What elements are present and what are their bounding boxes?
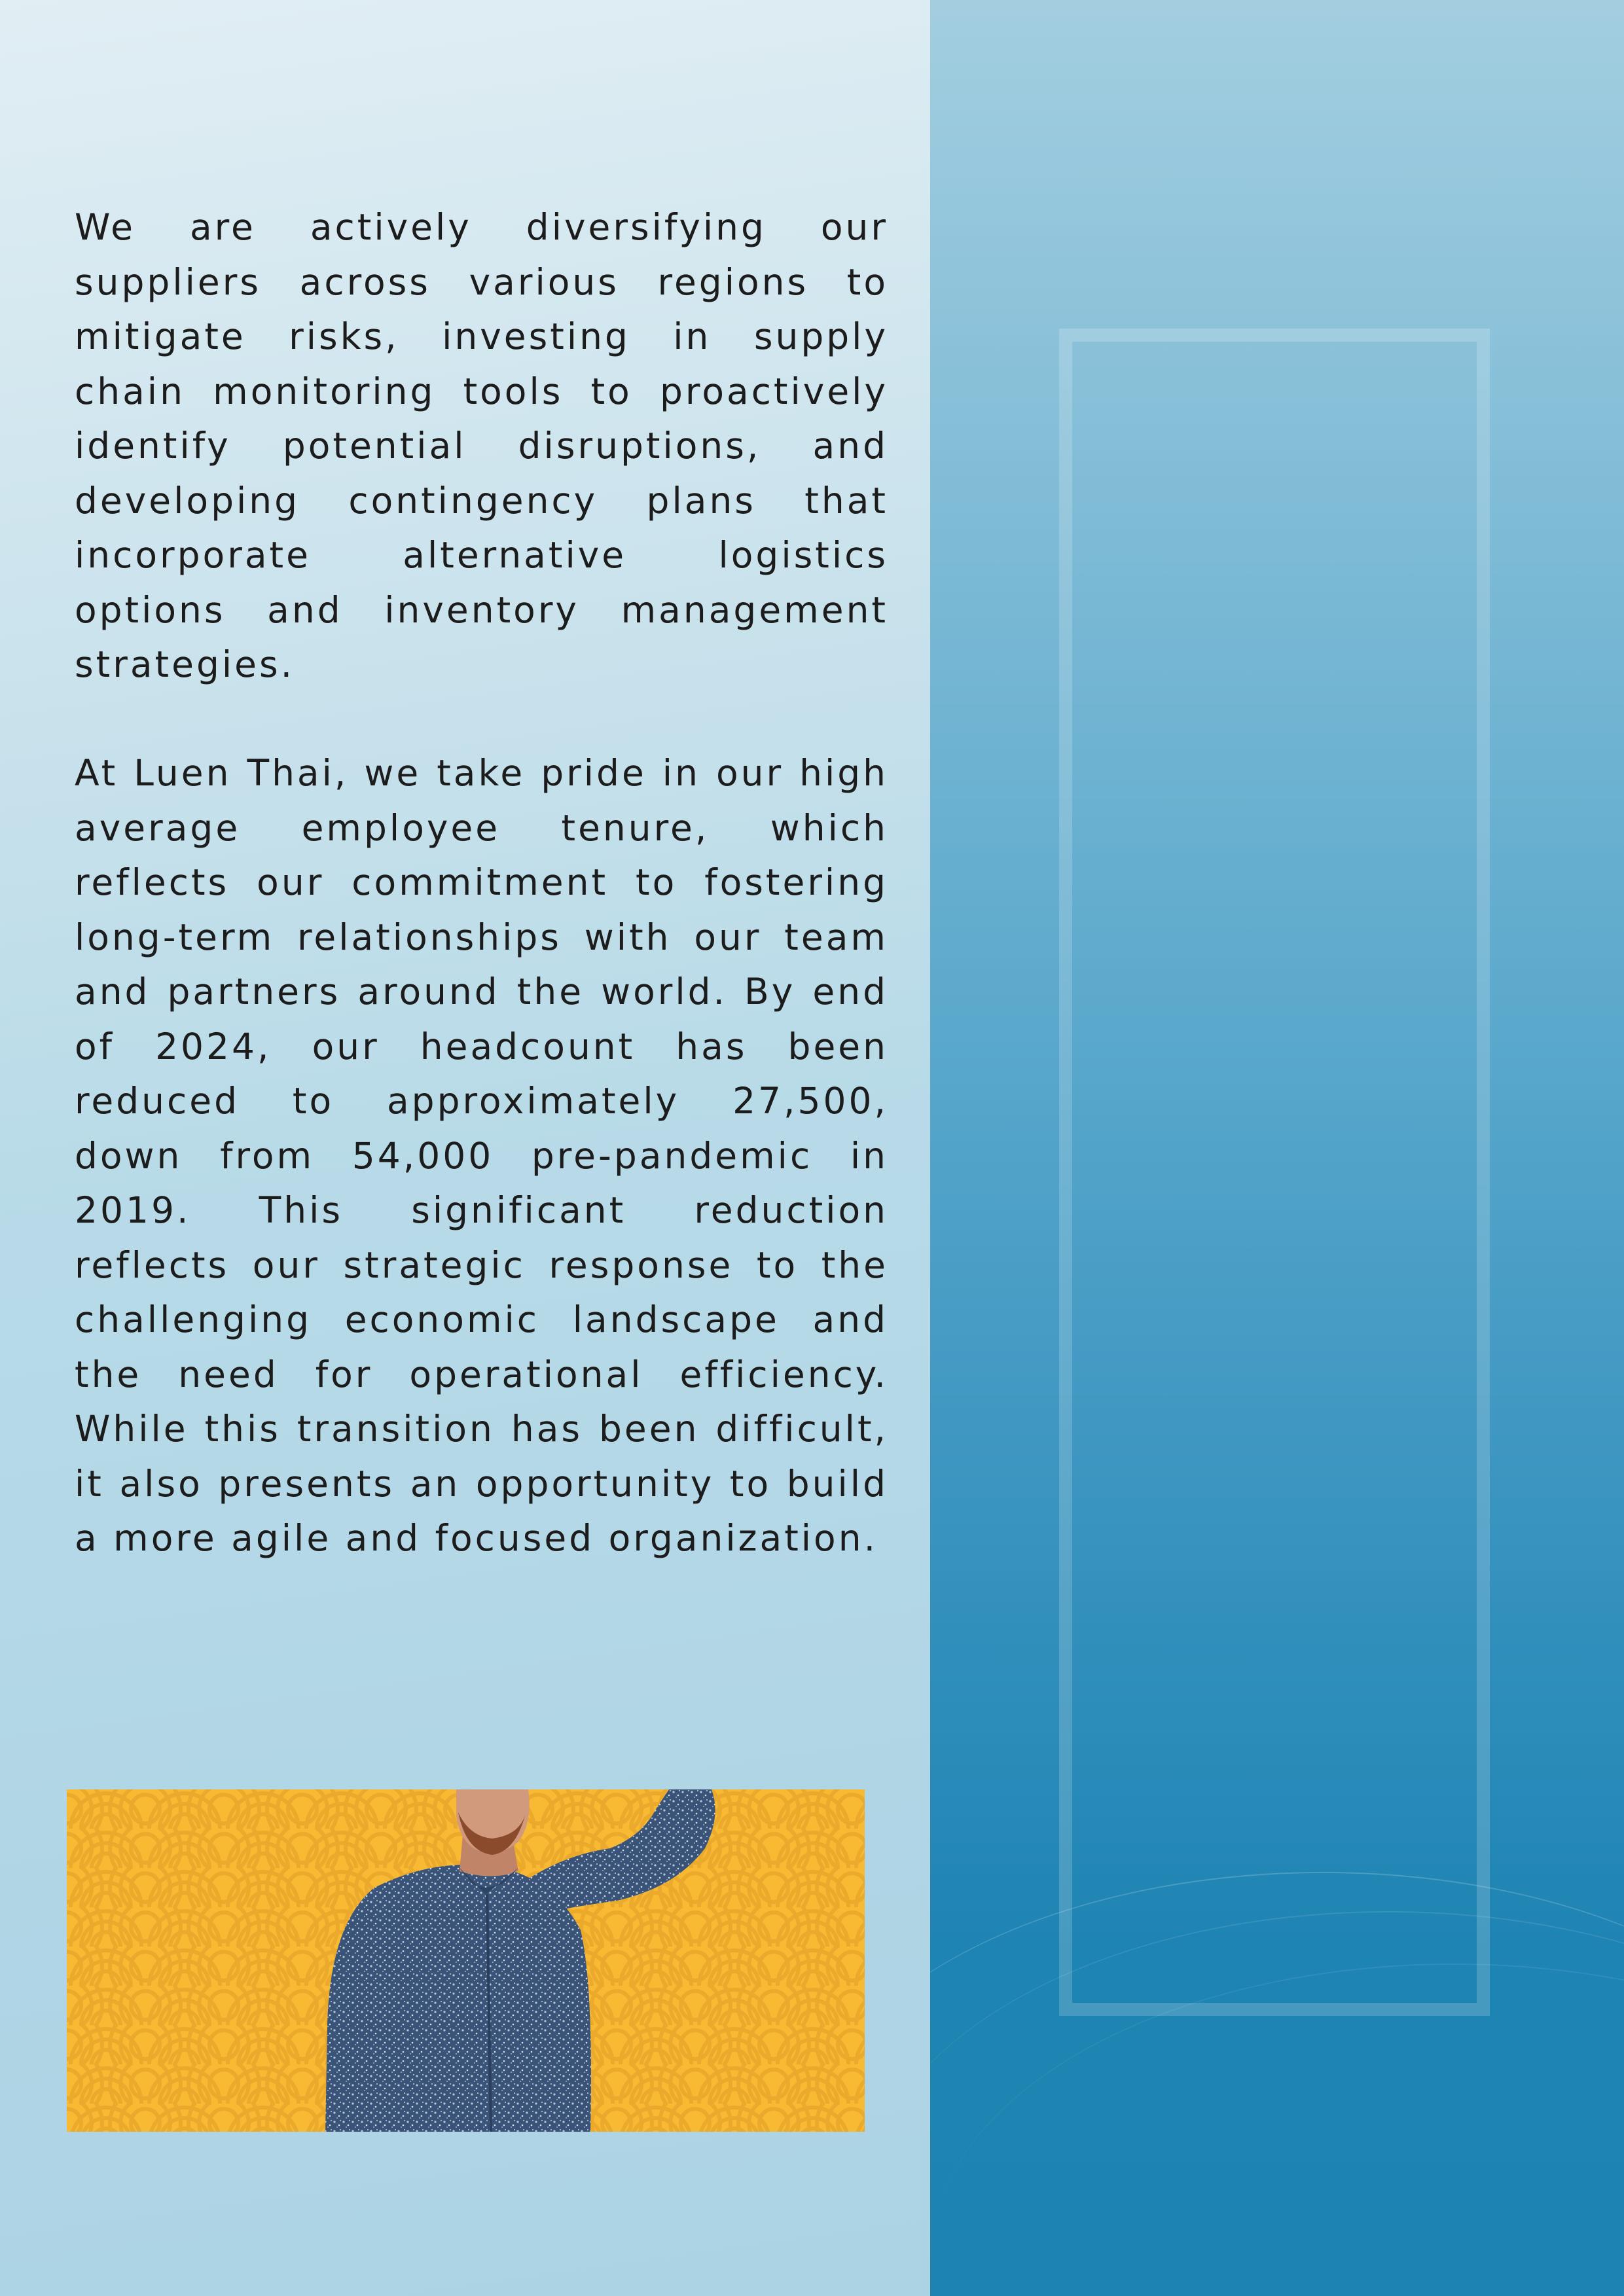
man-in-patterned-shirt-photo — [67, 1789, 865, 2132]
decorative-frame — [1059, 329, 1490, 2016]
body-paragraph-employee-headcount: At Luen Thai, we take pride in our high average employee tenure, which reflects our commitment to fostering long-term relationships with our team and partners around the world. By end of 2024, our headcount has been reduced to approximately 27,500, down from 54,000 pre-pandemic in 2019. This significant reduction reflects our strategic response to the challenging economic landscape and the need for operational efficiency. While this transition has been difficult, it also presents an opportunity to build a more agile and focused organization. — [75, 752, 888, 1559]
body-paragraph-supplier-diversification: We are actively diversifying our suppliers across various regions to mitigate risks, investing in supply chain monitoring tools to proactively identify potential disruptions, and developing contingency plans that incorporate alternative logistics options and inventory management strategies. — [75, 206, 888, 685]
